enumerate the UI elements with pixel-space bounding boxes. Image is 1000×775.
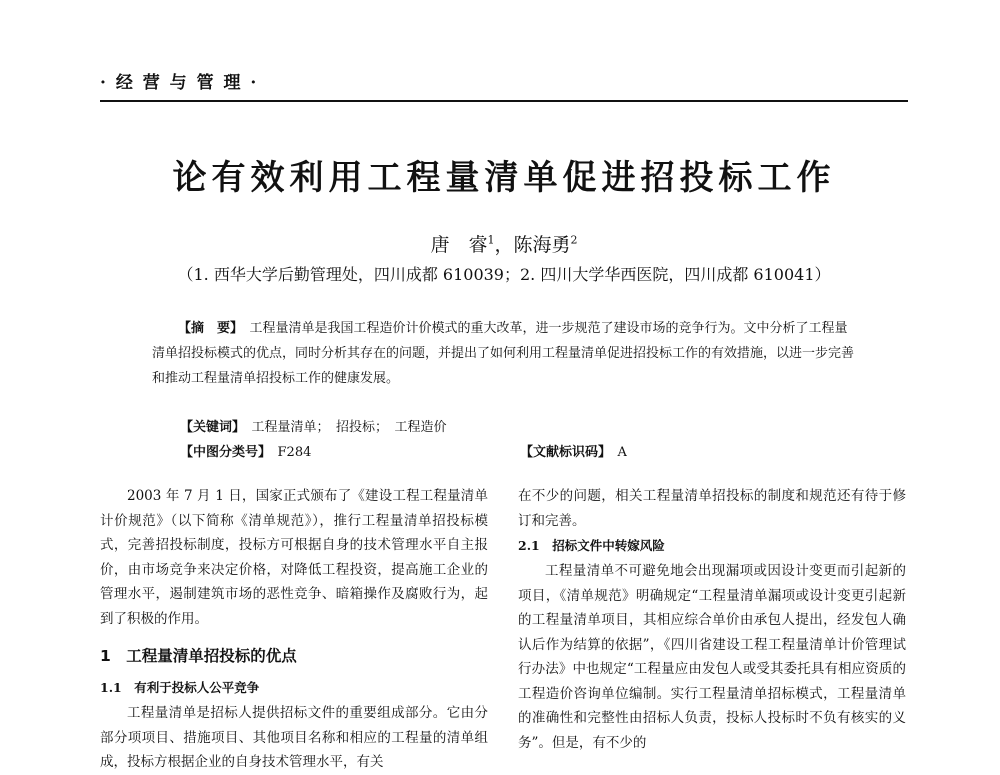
document-code-value: A [617,445,627,460]
right-paragraph-1: 在不少的问题，相关工程量清单招投标的制度和规范还有待于修订和完善。 [518,488,906,529]
keywords-text: 工程量清单； 招投标； 工程造价 [251,420,447,435]
paper-title: 论有效利用工程量清单促进招投标工作 [172,158,836,198]
abstract-label: 【摘 要】 [178,321,237,336]
right-paragraph-2: 工程量清单不可避免地会出现漏项或因设计变更而引起新的项目，《清单规范》明确规定“工程量清单漏项或设计变更引起新的工程量清单项目，其相应综合单价由承包人提出，经发包人确认后作为结算的依据”，《四川省建设工程工程量清单计价管理试行办法》中也规定“工程量应由发包人或受其委托具有相应资质的工程造价咨询单位编制。实行工程量清单招标模式，工程量清单的准确性和完整性由招标人负责，投标人投标时不负有核实的义务”。但是，有不少的 [518,563,906,751]
abstract-block [152,316,856,391]
header-rule [100,100,908,102]
author-2: 陈海勇 [513,234,571,256]
abstract-text: 工程量清单是我国工程造价计价模式的重大改革，进一步规范了建设市场的竞争行为。文中分析了工程量清单招投标模式的优点，同时分析其存在的问题，并提出了如何利用工程量清单促进招投标工作的有效措施，以进一步完善和推动工程量清单招投标工作的健康发展。 [152,321,855,386]
author-1: 唐 睿 [430,234,488,256]
classification-label: 【中图分类号】 [180,445,265,460]
section-1-heading: 1 工程量清单招投标的优点 [100,647,297,665]
keywords-label: 【关键词】 [180,420,239,435]
document-code [520,441,627,460]
classification-number [180,441,311,460]
author-separator: ， [494,234,514,256]
intro-paragraph: 2003 年 7 月 1 日，国家正式颁布了《建设工程工程量清单计价规范》（以下简称《清单规范》），推行工程量清单招投标模式，完善招投标制度，投标方可根据自身的技术管理水平自主报价，由市场竞争来决定价格，对降低工程投资，提高施工企业的管理水平，遏制建筑市场的恶性竞争、暗箱操作及腐败行为，起到了积极的作用。 [100,488,488,627]
section-header: · 经 营 与 管 理 · [100,73,259,93]
section-2-1-heading: 2.1 招标文件中转嫁风险 [518,538,665,553]
document-code-label: 【文献标识码】 [520,445,605,460]
authors-line [100,230,908,257]
keywords-line [180,416,447,435]
left-column [100,484,488,775]
right-column [518,484,906,755]
section-1-1-heading: 1.1 有利于投标人公平竞争 [100,680,260,695]
author-2-mark: 2 [570,233,578,247]
section-1-1-paragraph: 工程量清单是招标人提供招标文件的重要组成部分。它由分部分项项目、措施项目、其他项目名称和相应的工程量的清单组成，投标方根据企业的自身技术管理水平，有关 [100,705,488,770]
author-1-mark: 1 [487,233,495,247]
affiliation: （1. 西华大学后勤管理处，四川成都 610039；2. 四川大学华西医院，四川成都 610041） [177,265,831,284]
classification-value: F284 [277,445,312,460]
